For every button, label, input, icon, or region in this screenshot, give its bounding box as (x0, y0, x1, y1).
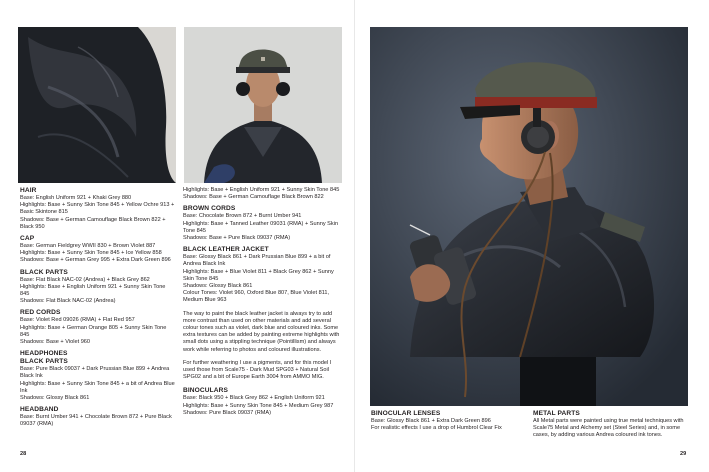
paint-line: Shadows: Glossy Black 861 (183, 283, 253, 290)
heading-binocular-lenses: BINOCULAR LENSES (371, 410, 441, 417)
page-number-left: 28 (20, 451, 27, 457)
paint-line: Shadows: Flat Black NAC-02 (Andrea) (20, 298, 116, 305)
section-black-leather-jacket (183, 246, 341, 304)
heading-hair: HAIR (20, 187, 37, 194)
paint-line: Shadows: Base + German Camouflage Black Brown 822 (183, 194, 324, 201)
body-paragraph: For further weathering I use a pigments, and for this model I used those from Scale75 - Dark Mud SPG03 + Natural Soil SPG02 and a bit of Europe Earth 3004 from AMMO MIG. (183, 359, 332, 381)
paint-line: Base: German Fieldgrey WWII 830 + Brown Violet 887 (20, 243, 156, 250)
caption-metal-parts (533, 410, 690, 440)
paint-line: Shadows: Glossy Black 861 (20, 395, 90, 402)
paint-line: Base: Glossy Black 861 + Dark Prussian Blue 899 + a bit of Andrea Black Ink (183, 254, 331, 268)
paint-line: Shadows: Base + Violet 960 (20, 339, 91, 346)
page-gutter (354, 0, 355, 472)
paint-line: For realistic effects I use a drop of Humbrol Clear Fix (371, 425, 502, 432)
paint-line: Shadows: Base + Pure Black 09037 (RMA) (183, 235, 291, 242)
paragraph-weathering (183, 360, 341, 382)
paint-line: Highlights: Base + Sunny Skin Tone 845 + Ice Yellow 858 (20, 250, 162, 257)
paint-line: Highlights: Base + Sunny Skin Tone 845 + Medium Grey 987 (183, 402, 334, 409)
heading-headband: HEADBAND (20, 406, 59, 414)
section-headband-cont (183, 187, 341, 201)
section-brown-cords (183, 205, 341, 242)
paint-line: Highlights: Base + English Uniform 921 + Sunny Skin Tone 845 (20, 283, 166, 298)
paint-line: Base: Violet Red 09026 (RMA) + Flat Red 957 (20, 317, 135, 324)
paint-line: Shadows: Pure Black 09037 (RMA) (183, 409, 271, 416)
paint-line: Base: Flat Black NAC-02 (Andrea) + Black Grey 862 (20, 276, 150, 283)
heading-headphones-black-parts: BLACK PARTS (20, 358, 68, 366)
paint-line: Base: Burnt Umber 941 + Chocolate Brown 872 + Pure Black 09037 (RMA) (20, 414, 172, 428)
paint-line: All Metal parts were painted using true metal techniques with Scale75 Metal and Alchemy set (Steel Series) and, in some cases, by adding various Andrea coloured ink tones. (533, 418, 684, 439)
paint-line: Highlights: Base + Tanned Leather 09031 (RMA) + Sunny Skin Tone 845 (183, 220, 339, 234)
section-black-parts (20, 269, 175, 306)
section-binoculars (183, 387, 341, 417)
paint-line: Highlights: Base + German Orange 805 + Sunny Skin Tone 845 (20, 324, 167, 338)
caption-binocular-lenses (371, 410, 521, 432)
paint-line: Base: Black 950 + Black Grey 862 + English Uniform 921 (183, 395, 325, 402)
photo-jacket-closeup (18, 27, 176, 183)
paragraph-leather-technique (183, 311, 341, 354)
paint-line: Base: Pure Black 09037 + Dark Prussian Blue 899 + Andrea Black Ink (20, 366, 170, 380)
paint-line: Base: English Uniform 921 + Khaki Grey 880 (20, 195, 132, 201)
heading-headphones: HEADPHONES (20, 350, 68, 358)
body-paragraph: The way to paint the black leather jacket is always try to add more contrast than used on other materials and add several colour tones such as violet, dark blue and coloured inks. Some extra textures can be added by painting extreme highlights with small dots using a stippling technique (Pointillism) and always work while referring to photos and coloured illustrations. (183, 310, 340, 353)
heading-metal-parts: METAL PARTS (533, 410, 580, 417)
heading-black-parts: BLACK PARTS (20, 268, 68, 276)
heading-red-cords: RED CORDS (20, 309, 61, 317)
paint-line: Shadows: Base + German Camouflage Black Brown 822 + Black 950 (20, 216, 166, 230)
paint-line: Highlights: Base + Sunny Skin Tone 845 + a bit of Andrea Blue Ink (20, 380, 175, 394)
paint-line: Shadows: Base + German Grey 995 + Extra Dark Green 896 (20, 257, 171, 264)
paint-line: Base: Glossy Black 861 + Extra Dark Green 896 (371, 418, 491, 424)
paint-line: Base: Chocolate Brown 872 + Burnt Umber 941 (183, 213, 302, 220)
heading-black-leather-jacket: BLACK LEATHER JACKET (183, 246, 269, 254)
section-hair (20, 187, 175, 231)
heading-cap: CAP (20, 235, 35, 243)
section-headphones (20, 350, 175, 402)
paint-line: Highlights: Base + Blue Violet 811 + Black Grey 862 + Sunny Skin Tone 845 (183, 268, 334, 282)
paint-line: Colour Tones: Violet 960, Oxford Blue 807, Blue Violet 811, Medium Blue 963 (183, 290, 330, 304)
photo-bust-profile (370, 27, 688, 406)
paint-line: Highlights: Base + Sunny Skin Tone 845 + Yellow Ochre 913 + Basic Skintone 815 (20, 202, 175, 216)
section-headband (20, 406, 175, 428)
heading-brown-cords: BROWN CORDS (183, 205, 236, 213)
heading-binoculars: BINOCULARS (183, 387, 228, 395)
section-red-cords (20, 309, 175, 346)
photo-bust-front (184, 27, 342, 183)
page-number-right: 29 (680, 451, 687, 457)
left-column-2 (183, 187, 341, 417)
paint-line: Highlights: Base + English Uniform 921 + Sunny Skin Tone 845 (183, 187, 340, 193)
section-cap (20, 235, 175, 265)
left-column-1 (20, 187, 175, 429)
